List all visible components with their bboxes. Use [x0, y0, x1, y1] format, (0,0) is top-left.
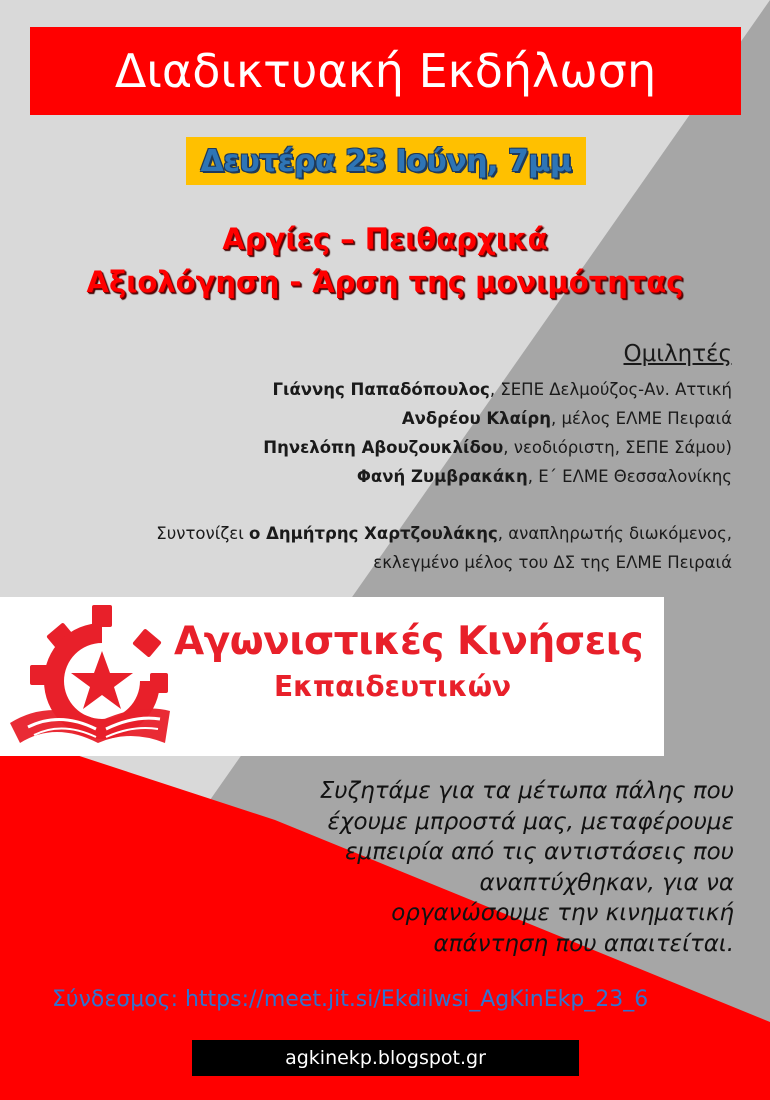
- message-line: απάντηση που απαιτείται.: [433, 930, 734, 957]
- speaker-item: [402, 409, 732, 428]
- coordinator-detail: , αναπληρωτής διωκόμενος,: [497, 524, 732, 543]
- speaker-detail: , μέλος ΕΛΜΕ Πειραιά: [550, 409, 732, 428]
- blog-url[interactable]: agkinekp.blogspot.gr: [192, 1040, 579, 1076]
- message-line: Συζητάμε για τα μέτωπα πάλης που: [319, 778, 734, 804]
- logo-name: Αγωνιστικές Κινήσεις: [174, 619, 644, 664]
- coordinator-name: ο Δημήτρης Χαρτζουλάκης: [249, 524, 498, 543]
- speaker-name: Ανδρέου Κλαίρη: [401, 409, 551, 428]
- message-line: αναπτύχθηκαν, για να: [479, 869, 734, 896]
- speaker-detail: , ΣΕΠΕ Δελμούζος-Αν. Αττική: [489, 380, 732, 399]
- message-line: έχουμε μπροστά μας, μεταφέρουμε: [327, 808, 734, 835]
- speaker-detail: , νεοδιόριστη, ΣΕΠΕ Σάμου): [503, 438, 732, 457]
- logo-subtitle: Εκπαιδευτικών: [274, 670, 512, 703]
- coordinator-prefix: Συντονίζει: [156, 524, 250, 543]
- coordinator-line-2: εκλεγμένο μέλος του ΔΣ της ΕΛΜΕ Πειραιά: [373, 553, 732, 572]
- event-title: Διαδικτυακή Εκδήλωση: [30, 27, 741, 115]
- speaker-name: Πηνελόπη Αβουζουκλίδου: [263, 438, 504, 457]
- topic-line-1: Αργίες – Πειθαρχικά: [222, 222, 548, 256]
- message-text: [264, 776, 734, 959]
- gear-star-book-icon: [0, 603, 180, 753]
- speaker-item: [263, 438, 732, 457]
- speaker-name: Γιάννης Παπαδόπουλος: [272, 380, 490, 399]
- speakers-heading: Ομιλητές: [623, 341, 732, 367]
- coordinator-line-1: [156, 524, 732, 543]
- message-line: εμπειρία από τις αντιστάσεις που: [345, 839, 734, 865]
- speaker-item: [357, 467, 732, 486]
- topic-line-2: Αξιολόγηση - Άρση της μονιμότητας: [86, 265, 684, 299]
- logo-panel: [0, 597, 664, 756]
- event-date: Δευτέρα 23 Ιούνη, 7μμ: [186, 137, 586, 185]
- speaker-item: [273, 380, 732, 399]
- speaker-detail: , Ε΄ ΕΛΜΕ Θεσσαλονίκης: [527, 467, 732, 486]
- speaker-name: Φανή Ζυμβρακάκη: [356, 467, 528, 486]
- message-line: οργανώσουμε την κινηματική: [391, 900, 734, 926]
- meet-link[interactable]: Σύνδεσμος: https://meet.jit.si/Ekdilwsi_AgKinEkp_23_6: [52, 987, 649, 1012]
